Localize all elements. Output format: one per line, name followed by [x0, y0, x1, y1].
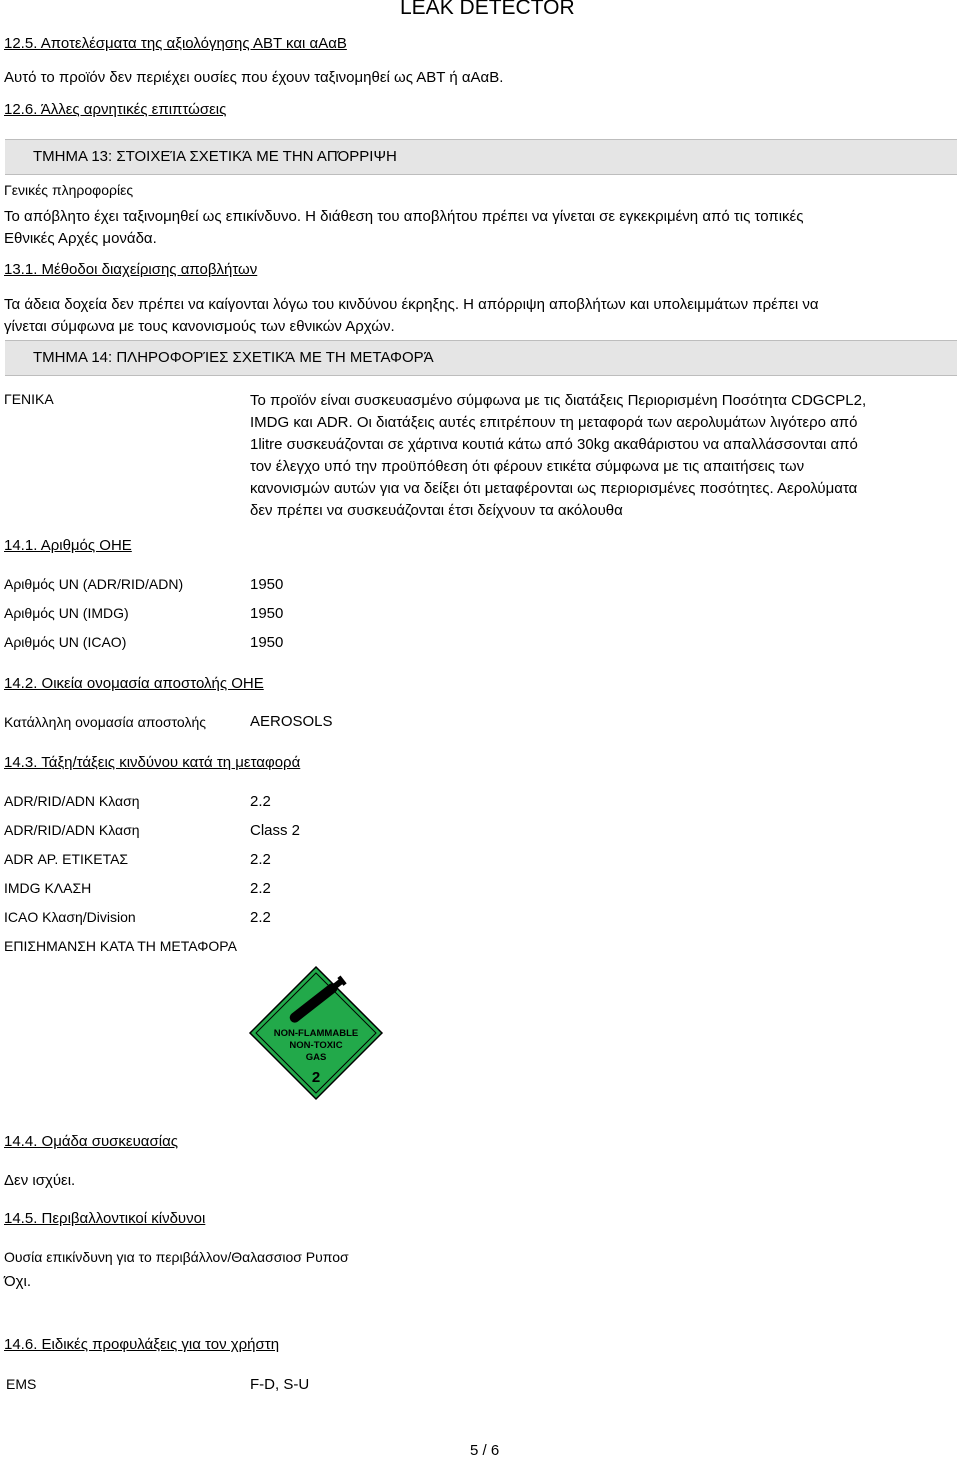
section-14-5-heading: 14.5. Περιβαλλοντικοί κίνδυνοι: [4, 1210, 206, 1227]
general-text-line: δεν πρέπει να συσκευάζονται έτσι δείχνουν τα ακόλουθα: [250, 502, 623, 519]
general-text-line: κανονισμών αυτών για να δείξει ότι μεταφέρονται ως περιορισμένες ποσότητες. Αερολύματα: [250, 480, 858, 497]
ems-label: EMS: [6, 1376, 37, 1392]
un-number-label: Αριθμός UN (IMDG): [4, 605, 129, 621]
transport-labelling-heading: ΕΠΙΣΗΜΑΝΣΗ ΚΑΤΑ ΤΗ ΜΕΤΑΦΟΡΑ: [4, 938, 237, 954]
section-14-4-heading: 14.4. Ομάδα συσκευασίας: [4, 1133, 178, 1150]
section-14-title: ΤΜΗΜΑ 14: ΠΛΗΡΟΦΟΡΊΕΣ ΣΧΕΤΙΚΆ ΜΕ ΤΗ ΜΕΤΑΦΟΡΆ: [33, 349, 434, 366]
hazard-class-label: IMDG ΚΛΑΣΗ: [4, 880, 92, 896]
section-14-general-text: [250, 390, 866, 522]
general-text-line: 1litre συσκευάζονται σε χάρτινα κουτιά κάτω από 30kg ακαθάριστου να απαλλάσσονται από: [250, 436, 858, 453]
section-13-general-line-2: Εθνικές Αρχές μονάδα.: [4, 230, 157, 247]
section-14-1-heading: 14.1. Αριθμός ΟΗΕ: [4, 537, 132, 554]
hazard-class-value: 2.2: [250, 909, 271, 926]
page-number: 5 / 6: [470, 1442, 500, 1459]
environmental-hazard-label: Ουσία επικίνδυνη για το περιβάλλον/Θαλασσιοσ Ρυποσ: [4, 1249, 349, 1265]
pictogram-text-line-1: NON-FLAMMABLE: [273, 1028, 359, 1039]
un-number-label: Αριθμός UN (ADR/RID/ADN): [4, 576, 184, 592]
section-13-1-line-2: γίνεται σύμφωνα με τους κανονισμούς των εθνικών Αρχών.: [4, 318, 395, 335]
general-text-line: τον έλεγχο υπό την προϋπόθεση ότι φέρουν ετικέτα σύμφωνα με τις απαιτήσεις των: [250, 458, 805, 475]
section-14-4-text: Δεν ισχύει.: [4, 1172, 76, 1189]
section-13-1-line-1: Τα άδεια δοχεία δεν πρέπει να καίγονται λόγω του κινδύνου έκρηξης. Η απόρριψη αποβλήτων και υπολειμμάτων πρέπει να: [4, 296, 819, 313]
hazard-class-value: 2.2: [250, 793, 271, 810]
shipping-name-value: AEROSOLS: [250, 713, 333, 730]
pictogram-text-line-3: GAS: [305, 1052, 327, 1063]
hazard-class-label: ADR/RID/ADN Κλαση: [4, 822, 140, 838]
general-text-line: Το προϊόν είναι συσκευασμένο σύμφωνα με τις διατάξεις Περιορισμένη Ποσότητα CDGCPL2,: [250, 392, 867, 409]
hazard-class-value: 2.2: [250, 851, 271, 868]
section-14-general-label: ΓΕΝΙΚΑ: [4, 391, 54, 407]
section-12-5-heading: 12.5. Αποτελέσματα της αξιολόγησης ΑΒΤ και αΑαΒ: [4, 35, 347, 52]
section-13-title-band: [5, 139, 957, 175]
section-14-6-heading: 14.6. Ειδικές προφυλάξεις για τον χρήστη: [4, 1336, 280, 1353]
hazard-class-value: Class 2: [250, 822, 301, 839]
section-13-title: ΤΜΗΜΑ 13: ΣΤΟΙΧΕΊΑ ΣΧΕΤΙΚΆ ΜΕ ΤΗΝ ΑΠΌΡΡΙΨΗ: [33, 148, 397, 165]
section-13-1-heading: 13.1. Μέθοδοι διαχείρισης αποβλήτων: [4, 261, 258, 278]
section-14-title-band: [5, 340, 957, 376]
section-12-6-heading: 12.6. Άλλες αρνητικές επιπτώσεις: [4, 101, 227, 118]
general-text-line: IMDG και ADR. Οι διατάξεις αυτές επιτρέπουν τη μεταφορά των αερολυμάτων λιγότερο από: [250, 414, 858, 431]
document-product-name: LEAK DETECTOR: [400, 0, 575, 19]
un-number-value: 1950: [250, 576, 284, 593]
ems-value: F-D, S-U: [250, 1376, 310, 1393]
section-14-3-heading: 14.3. Τάξη/τάξεις κινδύνου κατά τη μεταφορά: [4, 754, 301, 771]
section-12-5-text: Αυτό το προϊόν δεν περιέχει ουσίες που έχουν ταξινομηθεί ως ΑΒΤ ή αΑαΒ.: [4, 69, 504, 86]
section-13-general-line-1: Το απόβλητο έχει ταξινομηθεί ως επικίνδυνο. Η διάθεση του αποβλήτου πρέπει να γίνεται σε εγκεκριμένη από τις τοπικές: [4, 208, 804, 225]
pictogram-class-number: 2: [311, 1069, 321, 1086]
un-number-value: 1950: [250, 605, 284, 622]
hazard-class-label: ICAO Κλαση/Division: [4, 909, 136, 925]
un-number-value: 1950: [250, 634, 284, 651]
non-flammable-gas-pictogram: [248, 965, 384, 1101]
section-14-2-heading: 14.2. Οικεία ονομασία αποστολής ΟΗΕ: [4, 675, 264, 692]
hazard-class-label: ADR/RID/ADN Κλαση: [4, 793, 140, 809]
shipping-name-label: Κατάλληλη ονομασία αποστολής: [4, 714, 206, 730]
hazard-class-label: ADR ΑΡ. ΕΤΙΚΕΤΑΣ: [4, 851, 129, 867]
pictogram-text-line-2: NON-TOXIC: [289, 1040, 343, 1051]
section-13-general-label: Γενικές πληροφορίες: [4, 182, 134, 198]
hazard-class-value: 2.2: [250, 880, 271, 897]
environmental-hazard-value: Όχι.: [4, 1273, 31, 1290]
un-number-label: Αριθμός UN (ICAO): [4, 634, 127, 650]
